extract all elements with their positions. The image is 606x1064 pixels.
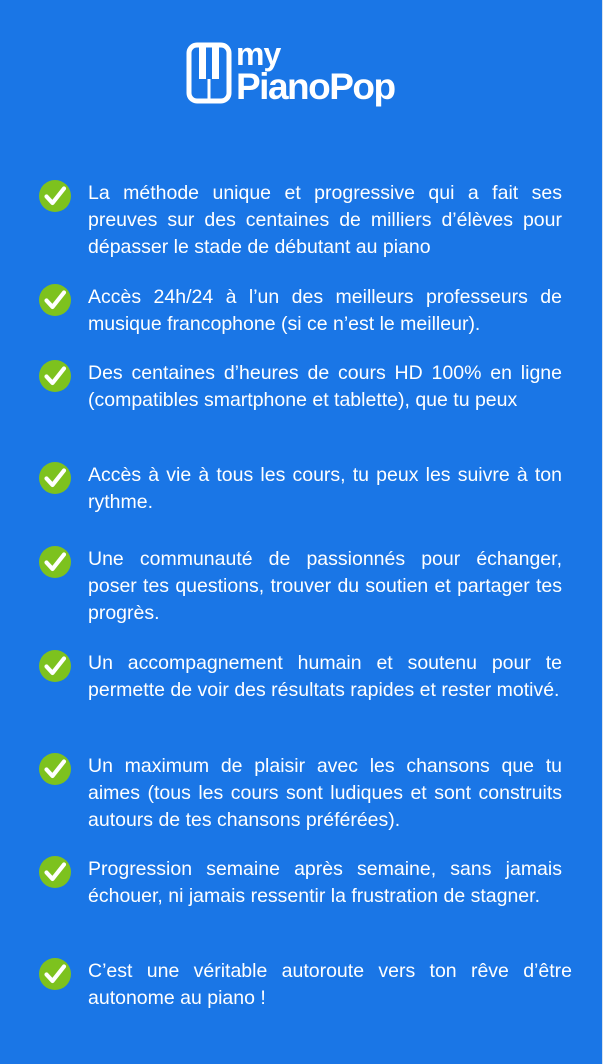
feature-text: Un accompagnement humain et soutenu pour te permette de voir des résultats rapides et rester motivé.	[88, 652, 562, 701]
check-circle-icon	[38, 545, 72, 579]
feature-text: Un maximum de plaisir avec les chansons que tu aimes (tous les cours sont ludiques et sont construits autours de tes chansons préférées).	[88, 755, 562, 831]
check-circle-icon	[38, 649, 72, 683]
check-circle-icon	[38, 283, 72, 317]
feature-text: Accès à vie à tous les cours, tu peux les suivre à ton rythme.	[88, 464, 562, 513]
logo	[186, 36, 426, 108]
logo-name: PianoPop	[236, 66, 395, 107]
feature-text: Des centaines d’heures de cours HD 100% en ligne (compatibles smartphone et tablette), que tu peux	[88, 362, 562, 411]
check-circle-icon	[38, 752, 72, 786]
piano-key-icon	[186, 42, 232, 104]
feature-text: Accès 24h/24 à l’un des meilleurs professeurs de musique francophone (si ce n’est le meilleur).	[88, 286, 562, 335]
feature-text: La méthode unique et progressive qui a fait ses preuves sur des centaines de milliers d’élèves pour dépasser le stade de débutant au piano	[88, 182, 562, 258]
feature-text: Une communauté de passionnés pour échanger, poser tes questions, trouver du soutien et partager tes progrès.	[88, 548, 562, 624]
check-circle-icon	[38, 957, 72, 991]
check-circle-icon	[38, 359, 72, 393]
check-circle-icon	[38, 461, 72, 495]
feature-text: Progression semaine après semaine, sans jamais échouer, ni jamais ressentir la frustration de stagner.	[88, 858, 562, 907]
logo-my: my	[236, 36, 281, 72]
feature-text: C’est une véritable autoroute vers ton rêve d’être autonome au piano !	[88, 960, 572, 1009]
check-circle-icon	[38, 855, 72, 889]
check-circle-icon	[38, 179, 72, 213]
